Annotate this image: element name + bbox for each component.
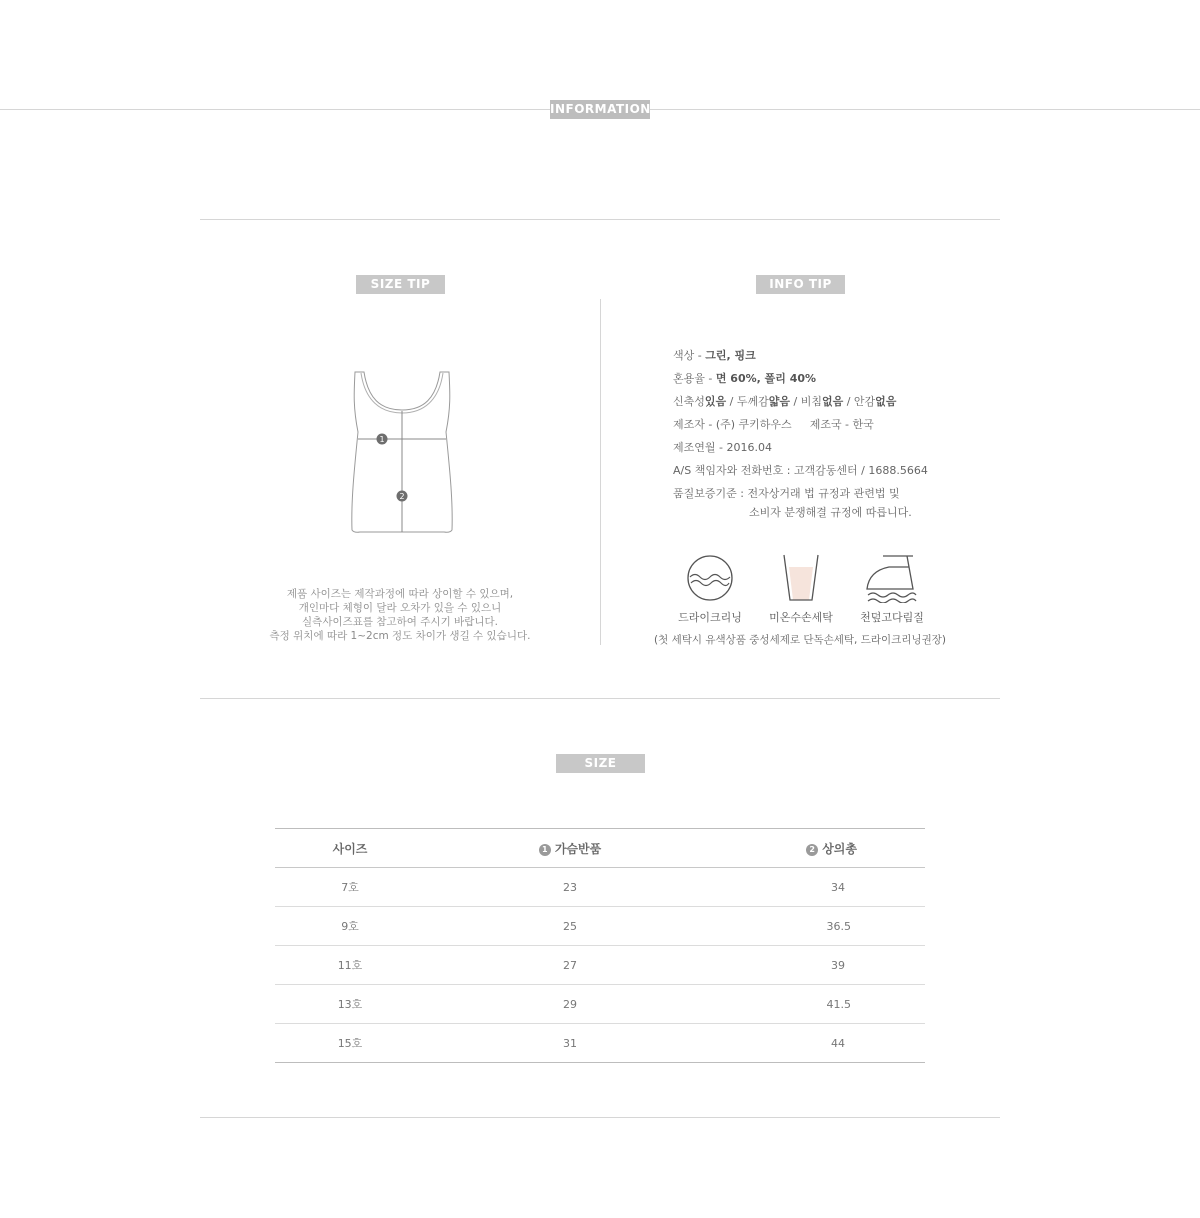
care-hand-wash — [756, 553, 846, 625]
warranty-row-continued: 소비자 분쟁해결 규정에 따릅니다. — [749, 506, 912, 519]
size-note-line: 실측사이즈표를 참고하여 주시기 바랍니다. — [302, 616, 498, 628]
care-dry-clean — [665, 553, 755, 625]
product-info-list — [673, 348, 973, 528]
dry-clean-icon — [685, 553, 735, 603]
size-cell: 15호 — [275, 1024, 425, 1063]
length-badge: 2 — [806, 844, 818, 856]
size-tip-note — [240, 587, 560, 643]
header-chest: 1 가슴반품 — [425, 829, 715, 868]
section-divider-bottom — [200, 1117, 1000, 1118]
size-cell: 11호 — [275, 946, 425, 985]
chest-cell: 31 — [425, 1024, 715, 1063]
color-value: 그린, 핑크 — [705, 349, 756, 362]
table-row — [275, 907, 925, 946]
length-cell: 36.5 — [715, 907, 857, 946]
information-tag: INFORMATION — [550, 100, 650, 119]
size-table — [275, 828, 925, 1063]
info-tip-tag: INFO TIP — [756, 275, 845, 294]
size-tag: SIZE — [556, 754, 645, 773]
size-cell: 7호 — [275, 868, 425, 907]
header-length: 2 상의총 — [715, 829, 857, 868]
table-row — [275, 868, 925, 907]
table-row — [275, 1024, 925, 1063]
warranty-row: 품질보증기준 : 전자상거래 법 규정과 관련법 및 — [673, 487, 900, 500]
dry-clean-label: 드라이크리닝 — [678, 611, 742, 624]
size-note-line: 제품 사이즈는 제작과정에 따라 상이할 수 있으며, — [286, 588, 514, 600]
size-cell: 9호 — [275, 907, 425, 946]
garment-measure-diagram — [340, 362, 464, 542]
table-row — [275, 946, 925, 985]
as-contact-row: A/S 책임자와 전화번호 : 고객감동센터 / 1688.5664 — [673, 464, 928, 477]
length-cell: 41.5 — [715, 985, 857, 1024]
lukewarm-hand-wash-icon — [776, 553, 826, 603]
color-row: 색상 - 그린, 핑크 — [673, 349, 756, 362]
manufacture-date-row: 제조연월 - 2016.04 — [673, 441, 772, 454]
care-note: (첫 세탁시 유색상품 중성세제로 단독손세탁, 드라이크리닝권장) — [654, 634, 946, 646]
section-divider-top — [200, 219, 1000, 220]
care-ironing — [847, 553, 937, 625]
size-cell: 13호 — [275, 985, 425, 1024]
section-divider-middle — [200, 698, 1000, 699]
iron-with-cloth-icon — [865, 553, 919, 603]
material-row: 혼용율 - 면 60%, 폴리 40% — [673, 372, 817, 385]
chest-badge: 1 — [539, 844, 551, 856]
chest-cell: 27 — [425, 946, 715, 985]
fabric-feel-row: 신축성있음 / 두께감얇음 / 비침없음 / 안감없음 — [673, 395, 897, 408]
hand-wash-label: 미온수손세탁 — [769, 611, 833, 624]
length-cell: 34 — [715, 868, 857, 907]
tip-column-divider — [600, 299, 601, 645]
size-tip-tag: SIZE TIP — [356, 275, 445, 294]
size-note-line: 개인마다 체형이 달라 오차가 있을 수 있으니 — [298, 602, 502, 614]
chest-cell: 29 — [425, 985, 715, 1024]
maker-row — [673, 417, 973, 440]
length-cell: 44 — [715, 1024, 857, 1063]
table-row — [275, 985, 925, 1024]
chest-cell: 23 — [425, 868, 715, 907]
chest-marker-number: 1 — [379, 435, 385, 444]
size-table-header — [275, 829, 925, 868]
country-text: 제조국 - 한국 — [809, 418, 874, 431]
ironing-label: 천덮고다림질 — [860, 611, 924, 624]
length-cell: 39 — [715, 946, 857, 985]
size-note-line: 측정 위치에 따라 1~2cm 정도 차이가 생길 수 있습니다. — [269, 630, 531, 642]
maker-text: 제조자 - (주) 쿠키하우스 — [673, 418, 792, 431]
header-size: 사이즈 — [275, 829, 425, 868]
chest-cell: 25 — [425, 907, 715, 946]
material-value: 면 60%, 폴리 40% — [715, 372, 817, 385]
length-marker-number: 2 — [399, 492, 405, 501]
